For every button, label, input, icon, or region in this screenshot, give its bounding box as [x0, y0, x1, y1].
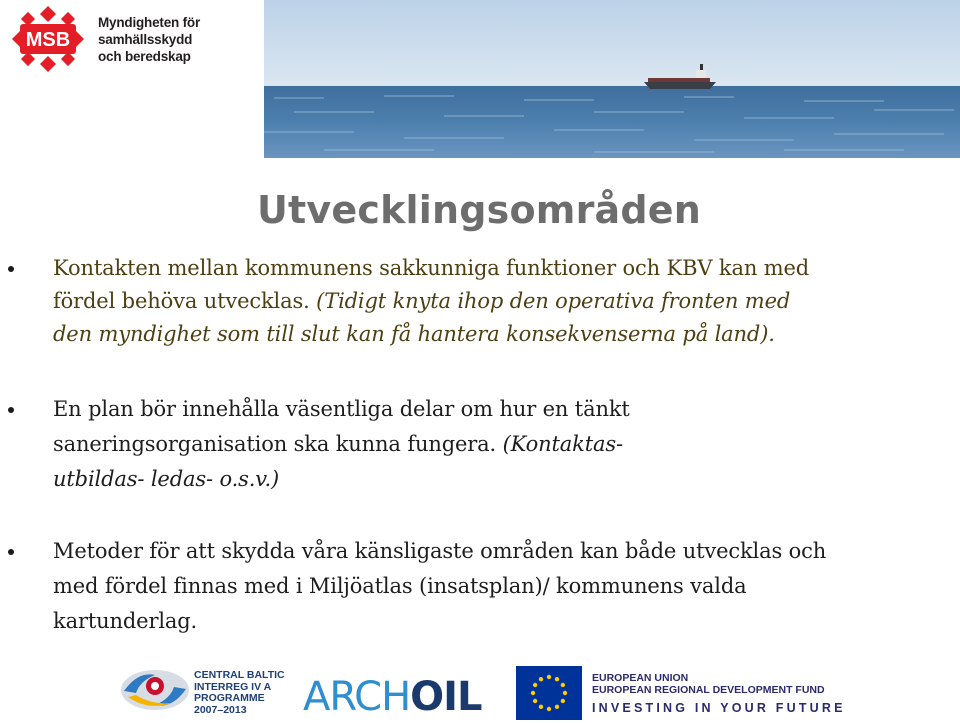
- eu-star: [533, 699, 537, 703]
- msb-badge-text: MSB: [25, 29, 71, 51]
- bullet-icon: [8, 266, 14, 272]
- bullet-line: [53, 392, 953, 427]
- msb-logo: [6, 4, 200, 74]
- bullet-segment: Metoder för att skydda våra känsligaste områden kan både utvecklas och: [53, 539, 827, 563]
- bullet-segment: Kontakten mellan kommunens sakkunniga funktioner och KBV kan med: [53, 256, 810, 280]
- org-name-line: Myndigheten för: [98, 14, 200, 30]
- eu-star: [561, 699, 565, 703]
- org-name-line: samhällsskydd: [98, 31, 193, 47]
- central-baltic-line: PROGRAMME: [194, 692, 265, 704]
- org-name-line: och beredskap: [98, 48, 191, 64]
- central-baltic-emblem-icon: [118, 665, 192, 715]
- footer-logos: [0, 660, 960, 723]
- eu-line: EUROPEAN REGIONAL DEVELOPMENT FUND: [592, 684, 825, 696]
- eu-star: [555, 705, 559, 709]
- bullet-icon: [8, 549, 14, 555]
- bullet-line: [53, 569, 953, 604]
- eu-line: EUROPEAN UNION: [592, 672, 689, 684]
- bullet-segment: med fördel finnas med i Miljöatlas (insatsplan)/ kommunens valda: [53, 574, 747, 598]
- bullet-segment: utbildas- ledas- o.s.v.): [53, 467, 280, 491]
- org-name: [98, 14, 200, 65]
- eu-text: [592, 672, 825, 696]
- msb-emblem-icon: [6, 4, 90, 74]
- bullet-line: [53, 317, 953, 352]
- archoil-logo: [303, 673, 482, 721]
- central-baltic-line: CENTRAL BALTIC: [194, 669, 285, 681]
- central-baltic-line: INTERREG IV A: [194, 680, 272, 693]
- bullet-segment: kartunderlag.: [53, 609, 198, 633]
- archoil-part2: OIL: [410, 674, 482, 720]
- bullet-text: [53, 392, 953, 497]
- central-baltic-text: [194, 670, 285, 716]
- bullet-text: [53, 534, 953, 639]
- eu-flag-icon: [516, 666, 582, 720]
- slide-title: Utvecklingsområden: [257, 188, 701, 232]
- bullet-line: [53, 251, 953, 286]
- bullet-line: [53, 284, 953, 319]
- bullet-line: [53, 427, 953, 462]
- bullet-line: [53, 604, 953, 639]
- central-baltic-line: 2007–2013: [194, 703, 247, 716]
- eu-star: [563, 691, 567, 695]
- archoil-part1: ARCH: [303, 674, 411, 720]
- bullet-segment: fördel behöva utvecklas.: [53, 289, 317, 313]
- eu-star: [555, 677, 559, 681]
- bullet-segment: (Tidigt knyta ihop den operativa fronten med: [316, 289, 791, 313]
- bullet-segment: den myndighet som till slut kan få hantera konsekvenserna på land).: [53, 322, 775, 346]
- bullet-segment: En plan bör innehålla väsentliga delar om hur en tänkt: [53, 397, 630, 421]
- eu-star: [561, 683, 565, 687]
- eu-star: [547, 675, 551, 679]
- sea-ship-photo: [264, 0, 960, 158]
- bullet-line: [53, 534, 953, 569]
- bullet-text: [53, 251, 953, 352]
- bullet-line: [53, 462, 953, 497]
- eu-star: [539, 705, 543, 709]
- bullet-segment: (Kontaktas-: [502, 432, 623, 456]
- eu-star: [539, 677, 543, 681]
- eu-tagline: INVESTING IN YOUR FUTURE: [592, 701, 846, 715]
- eu-star: [533, 683, 537, 687]
- eu-star: [547, 707, 551, 711]
- eu-star: [531, 691, 535, 695]
- bullet-icon: [8, 407, 14, 413]
- bullet-segment: saneringsorganisation ska kunna fungera.: [53, 432, 503, 456]
